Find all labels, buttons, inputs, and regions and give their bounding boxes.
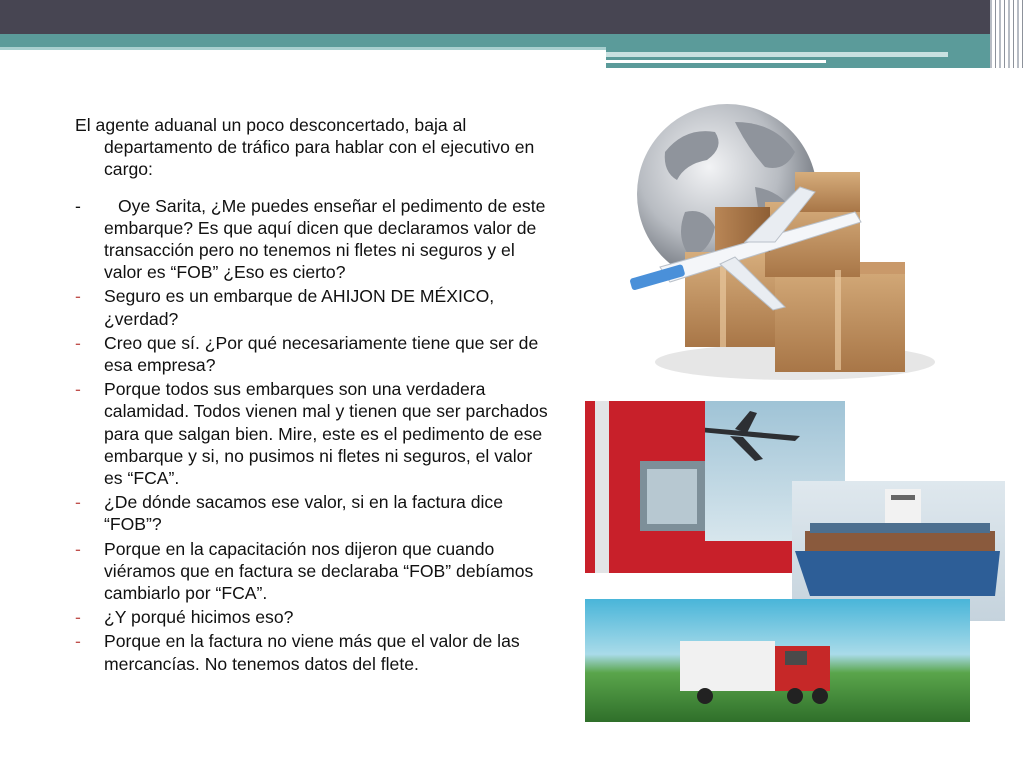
transport-collage-image [585, 401, 1005, 722]
list-item-text: ¿De dónde sacamos ese valor, si en la factura dice “FOB”? [104, 492, 504, 535]
list-item-text: Seguro es un embarque de AHIJON DE MÉXICO, ¿verdad? [104, 286, 495, 329]
list-item [75, 195, 555, 284]
bullet-dash: - [75, 631, 81, 652]
bullet-dash: - [75, 332, 81, 353]
header-stripes [990, 0, 1024, 68]
list-item [75, 630, 555, 674]
intro-paragraph: El agente aduanal un poco desconcertado, baja al departamento de tráfico para hablar con el ejecutivo en cargo: [75, 115, 535, 180]
list-item-text: Oye Sarita, ¿Me puedes enseñar el pedimento de este embarque? Es que aquí dicen que declaramos valor de transacción pero no tenemos ni fletes ni seguros y el valor es “FOB” ¿Eso es cierto? [104, 195, 546, 283]
list-item-text: Creo que sí. ¿Por qué necesariamente tiene que ser de esa empresa? [104, 332, 539, 376]
list-item [75, 332, 555, 376]
list-item [75, 378, 555, 489]
slide-text [75, 114, 555, 677]
header-bar-right [606, 47, 1024, 68]
bullet-dash: - [75, 286, 81, 307]
list-item [75, 606, 555, 628]
list-item-text: ¿Y porqué hicimos eso? [104, 607, 294, 628]
header-bar-right-accent [606, 52, 948, 57]
bullet-dash: - [75, 492, 81, 513]
bullet-dash: - [75, 607, 81, 628]
header-bar-light [0, 47, 606, 50]
header-bar-teal [0, 34, 1024, 47]
bullet-dash: - [75, 379, 81, 400]
header-bar-dark [0, 0, 1024, 34]
list-item [75, 538, 555, 605]
header-bar-right-line [606, 60, 826, 63]
globe-cargo-image [625, 92, 941, 388]
list-item-text: Porque en la capacitación nos dijeron que cuando viéramos que en factura se declaraba “FOB” debíamos cambiarlo por “FCA”. [104, 538, 534, 604]
list-item [75, 491, 555, 535]
list-item-text: Porque en la factura no viene más que el valor de las mercancías. No tenemos datos del flete. [104, 631, 520, 674]
bullet-dash: - [75, 538, 81, 559]
list-item-text: Porque todos sus embarques son una verdadera calamidad. Todos vienen mal y tienen que ser parchados para que salgan bien. Mire, este es el pedimento de ese embarque y si, no pusimos ni fletes ni seguros, el valor es “FCA”. [104, 379, 548, 489]
list-item [75, 285, 555, 329]
bullet-dash: - [75, 195, 81, 216]
dialogue-list [75, 195, 555, 675]
